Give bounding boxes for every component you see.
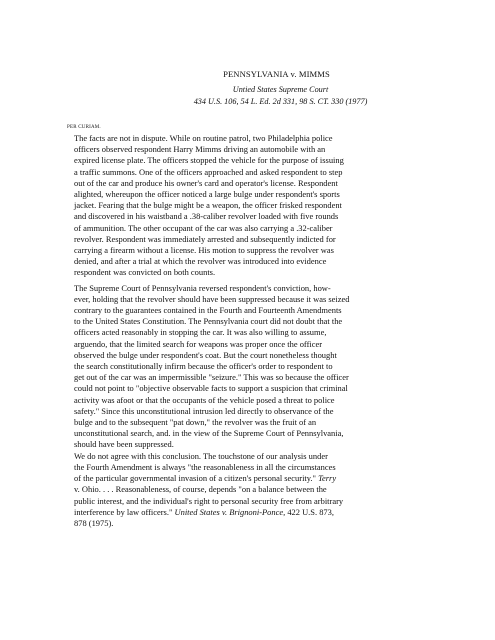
text-line: alighted, whereupon the officer noticed a large bulge under respondent's sports <box>74 189 340 200</box>
text-line: The Supreme Court of Pennsylvania reversed respondent's conviction, how- <box>74 282 331 293</box>
text-line: to the United States Constitution. The Pennsylvania court did not doubt that the <box>74 316 343 327</box>
text-line: denied, and after a trial at which the revolver was introduced into evidence <box>74 256 327 267</box>
text-line: the Fourth Amendment is always "the reasonableness in all the circumstances <box>74 461 336 472</box>
text-line: respondent was convicted on both counts. <box>74 267 216 278</box>
text-line <box>67 507 437 518</box>
text-line: should have been suppressed. <box>74 439 174 450</box>
text-line: officers observed respondent Harry Mimms driving an automobile with an <box>74 144 326 155</box>
text-line: get out of the car was an impermissible "seizure." This was so because the officer <box>74 372 349 383</box>
paragraph-1 <box>67 133 437 279</box>
case-name-brignoni: United States v. Brignoni-Ponce, <box>174 506 286 517</box>
text-line: the search constitutionally infirm because the officer's order to respondent to <box>74 361 333 372</box>
text-segment: of the particular governmental invasion of a citizen's personal security." <box>74 473 316 484</box>
text-line: activity was afoot or that the occupants of the vehicle posed a threat to police <box>74 394 335 405</box>
text-line: unconstitutional search, and. in the view of the Supreme Court of Pennsylvania, <box>74 428 344 439</box>
text-line: public interest, and the individual's right to personal security free from arbitrary <box>74 495 344 506</box>
text-line: officers acted reasonably in stopping the car. It was also willing to assume, <box>74 327 327 338</box>
text-line: bulge and to the subsequent "pat down," the revolver was the fruit of an <box>74 417 317 428</box>
text-line: and discovered in his waistband a .38-caliber revolver loaded with five rounds <box>74 211 339 222</box>
text-line: of ammunition. The other occupant of the car was also carrying a .32-caliber <box>74 222 333 233</box>
text-line: out of the car and produce his owner's card and operator's license. Respondent <box>74 177 338 188</box>
text-line: We do not agree with this conclusion. The touchstone of our analysis under <box>74 450 328 461</box>
court-name: Untied States Supreme Court <box>232 85 329 94</box>
text-line: expired license plate. The officers stopped the vehicle for the purpose of issuing <box>74 155 344 166</box>
text-line: v. Ohio. . . . Reasonableness, of course, depends "on a balance between the <box>74 484 327 495</box>
text-segment: interference by law officers." <box>74 506 173 517</box>
text-line: a traffic summons. One of the officers approached and asked respondent to step <box>74 166 343 177</box>
opinion-body <box>67 133 437 529</box>
text-line: ever, holding that the revolver should have been suppressed because it was seized <box>74 293 350 304</box>
case-citation: 434 U.S. 106, 54 L. Ed. 2d 331, 98 S. CT. 330 (1977) <box>193 97 368 106</box>
text-line: revolver. Respondent was immediately arrested and subsequently indicted for <box>74 233 336 244</box>
paragraph-2 <box>67 283 437 451</box>
paragraph-3 <box>67 451 437 529</box>
text-line: jacket. Fearing that the bulge might be a weapon, the officer frisked respondent <box>74 200 342 211</box>
text-line: arguendo, that the limited search for weapons was proper once the officer <box>74 338 323 349</box>
text-line: 878 (1975). <box>74 517 114 528</box>
text-line: could not point to "objective observable facts to support a suspicion that criminal <box>74 383 348 394</box>
text-line: The facts are not in dispute. While on routine patrol, two Philadelphia police <box>74 133 333 143</box>
text-line: contrary to the guarantees contained in the Fourth and Fourteenth Amendments <box>74 305 342 316</box>
case-citation-brignoni: 422 U.S. 873, <box>287 506 334 517</box>
case-name-terry: Terry <box>318 473 337 484</box>
per-curiam-label: PER CURIAM. <box>67 125 101 130</box>
text-line: carrying a firearm without a license. His motion to suppress the revolver was <box>74 245 334 256</box>
text-line: observed the bulge under respondent's coat. But the court nonetheless thought <box>74 349 337 360</box>
text-line: safety." Since this unconstitutional intrusion led directly to observance of the <box>74 405 334 416</box>
case-title: PENNSYLVANIA v. MIMMS <box>223 69 330 79</box>
text-line <box>67 473 437 484</box>
